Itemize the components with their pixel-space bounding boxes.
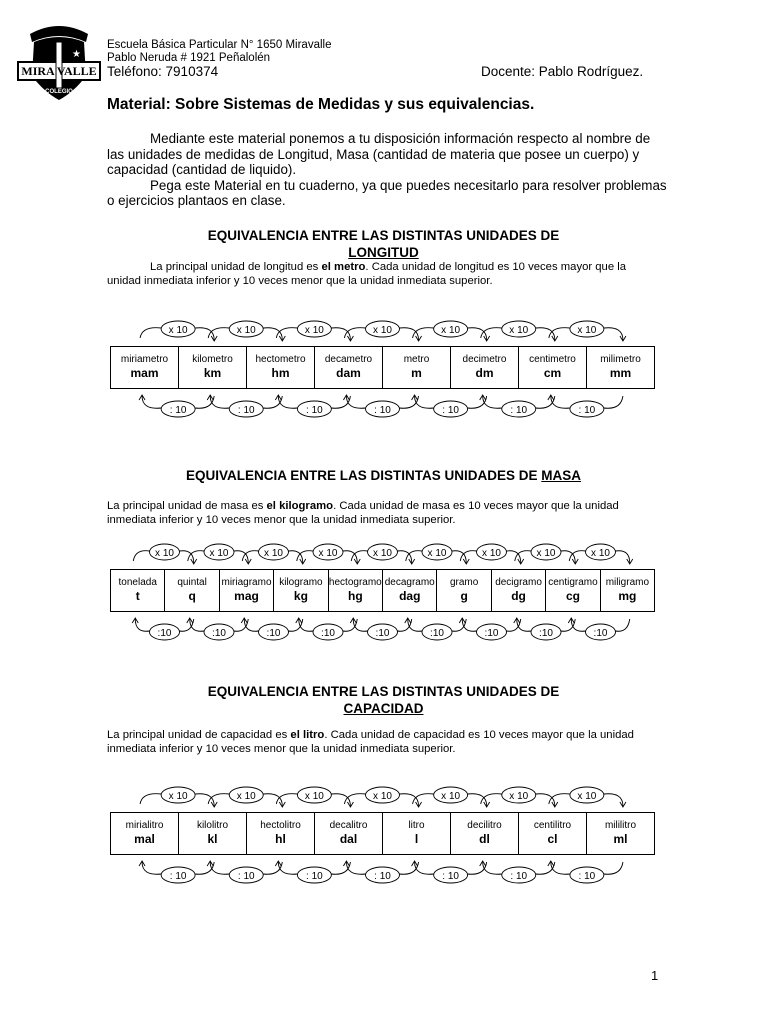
svg-text:COLEGIO: COLEGIO	[45, 89, 73, 95]
multiply-arrow	[140, 321, 217, 341]
unit-cell	[601, 570, 654, 611]
divide-label: : 10	[442, 405, 459, 416]
unit-name: decimetro	[462, 354, 507, 365]
unit-symbol: dm	[475, 366, 494, 380]
divide-label: : 10	[510, 405, 528, 416]
unit-cell	[165, 570, 219, 611]
unit-symbol: g	[460, 589, 468, 603]
divide-arrow	[241, 618, 303, 640]
divide-arrow	[139, 395, 214, 417]
multiply-label: x 10	[577, 791, 597, 802]
multiply-arrow	[549, 787, 626, 807]
section-text-longitud: La principal unidad de longitud es el metro. Cada unidad de longitud es 10 veces mayor que la unidad inmediata inferior y 10 veces menor que la unidad inmediata superior.	[107, 261, 627, 287]
unit-name: metro	[403, 354, 430, 365]
divide-label: :10	[593, 628, 608, 639]
divide-arrow	[514, 618, 576, 640]
unit-symbol: t	[135, 589, 140, 603]
divide-label: :10	[375, 628, 390, 639]
multiply-arrow	[351, 544, 415, 564]
multiply-label: x 10	[168, 325, 188, 336]
unit-cell	[329, 570, 383, 611]
diagram-masa	[104, 535, 664, 645]
units-table	[110, 812, 655, 855]
divide-arrow	[480, 861, 555, 883]
unit-symbol: kg	[293, 589, 308, 603]
unit-name: quintal	[177, 577, 207, 588]
multiply-arrow	[460, 544, 524, 564]
divide-arrow	[275, 861, 350, 883]
unit-cell	[587, 347, 654, 388]
unit-name: hectometro	[255, 354, 306, 365]
multiply-label: x 10	[536, 548, 556, 559]
unit-symbol: mag	[234, 589, 259, 603]
divide-label: :10	[430, 628, 444, 639]
unit-symbol: cm	[543, 366, 562, 380]
unit-cell	[179, 347, 247, 388]
multiply-arrow	[515, 544, 579, 564]
unit-cell	[247, 813, 315, 854]
unit-name: centimetro	[529, 354, 576, 365]
unit-symbol: hg	[347, 589, 363, 603]
unit-name: miriagramo	[221, 577, 272, 588]
divide-label: :10	[212, 628, 226, 639]
unit-symbol: cl	[547, 832, 558, 846]
multiply-label: x 10	[304, 325, 324, 336]
intro-paragraph-2: Pega este Material en tu cuaderno, ya que puedes necesitarlo para resolver problemas o ejercicios plantaos en clase.	[107, 177, 667, 208]
unit-cell	[437, 570, 491, 611]
unit-name: litro	[408, 820, 425, 831]
multiply-label: x 10	[209, 548, 229, 559]
multiply-label: x 10	[318, 548, 338, 559]
divide-label: : 10	[169, 405, 187, 416]
multiply-label: x 10	[577, 325, 597, 336]
unit-symbol: m	[411, 366, 422, 380]
divide-arrow	[548, 395, 623, 417]
unit-name: kilogramo	[279, 577, 323, 588]
unit-symbol: hm	[271, 366, 290, 380]
divide-arrow	[207, 861, 282, 883]
unit-symbol: dg	[511, 589, 526, 603]
unit-name: centilitro	[533, 820, 572, 831]
unit-symbol: cg	[565, 589, 580, 603]
multiply-arrow	[188, 544, 252, 564]
multiply-label: x 10	[509, 791, 529, 802]
multiply-label: x 10	[168, 791, 188, 802]
multiply-label: x 10	[482, 548, 501, 559]
multiply-arrow	[406, 544, 470, 564]
unit-name: milimetro	[600, 354, 641, 365]
multiply-arrow	[481, 787, 558, 807]
intro-paragraph-1: Mediante este material ponemos a tu disposición información respecto al nombre de las unidades de medidas de Longitud, Masa (cantidad de materia que posee un cuerpo) y capacidad (cantidad de liquido).	[107, 131, 651, 177]
multiply-arrow	[140, 787, 217, 807]
unit-symbol: kl	[207, 832, 218, 846]
multiply-arrow	[276, 321, 353, 341]
multiply-label: x 10	[373, 791, 392, 802]
unit-cell	[247, 347, 315, 388]
unit-name: miriametro	[120, 354, 169, 365]
school-logo	[14, 20, 104, 106]
divide-label: :10	[484, 628, 499, 639]
divide-label: : 10	[237, 405, 255, 416]
document-title: Material: Sobre Sistemas de Medidas y sus equivalencias.	[107, 96, 535, 113]
divide-label: : 10	[578, 871, 596, 882]
divide-arrow	[343, 861, 418, 883]
multiply-label: x 10	[304, 791, 324, 802]
divide-arrow	[139, 861, 214, 883]
unit-symbol: ml	[613, 832, 628, 846]
intro-text	[107, 131, 667, 209]
teacher-name: Docente: Pablo Rodríguez.	[481, 64, 644, 79]
units-table	[110, 346, 655, 389]
multiply-arrow	[344, 321, 421, 341]
unit-symbol: hl	[275, 832, 286, 846]
school-info	[107, 39, 331, 65]
unit-symbol: mam	[130, 366, 159, 380]
divide-label: : 10	[578, 405, 596, 416]
unit-symbol: q	[188, 589, 196, 603]
multiply-label: x 10	[591, 548, 610, 559]
section-heading-capacidad: EQUIVALENCIA ENTRE LAS DISTINTAS UNIDADES DE CAPACIDAD	[207, 684, 560, 716]
unit-symbol: dag	[399, 589, 421, 603]
unit-name: hectogramo	[328, 577, 382, 588]
unit-name: kilolitro	[196, 820, 229, 831]
unit-name: centigramo	[548, 577, 598, 588]
multiply-arrow	[208, 321, 285, 341]
logo-text: MIRA VALLE	[21, 64, 97, 78]
multiply-label: x 10	[264, 548, 283, 559]
multiply-label: x 10	[236, 325, 256, 336]
multiply-arrow	[413, 321, 490, 341]
unit-name: mirialitro	[125, 820, 164, 831]
divide-arrow	[459, 618, 521, 640]
divide-label: : 10	[374, 405, 391, 416]
multiply-arrow	[208, 787, 285, 807]
section-heading-masa: EQUIVALENCIA ENTRE LAS DISTINTAS UNIDADES DE MASA	[185, 468, 582, 483]
unit-cell	[315, 347, 383, 388]
unit-name: decigramo	[495, 577, 542, 588]
divide-label: :10	[157, 628, 172, 639]
unit-cell	[383, 813, 451, 854]
divide-label: :10	[539, 628, 553, 639]
unit-name: miligramo	[605, 577, 650, 588]
multiply-label: x 10	[441, 325, 461, 336]
divide-arrow	[350, 618, 412, 640]
divide-label: : 10	[169, 871, 187, 882]
divide-label: : 10	[237, 871, 255, 882]
divide-label: : 10	[510, 871, 528, 882]
multiply-arrow	[413, 787, 490, 807]
divide-label: :10	[321, 628, 335, 639]
school-phone: Teléfono: 7910374	[107, 64, 219, 79]
unit-cell	[587, 813, 654, 854]
unit-cell	[111, 347, 179, 388]
section-text-capacidad: La principal unidad de capacidad es el litro. Cada unidad de capacidad es 10 veces mayor que la unidad inmediata inferior y 10 veces menor que la unidad inmediata superior.	[107, 729, 634, 755]
divide-label: :10	[266, 628, 281, 639]
divide-arrow	[548, 861, 623, 883]
unit-cell	[315, 813, 383, 854]
divide-label: : 10	[374, 871, 391, 882]
unit-symbol: km	[203, 366, 222, 380]
diagram-capacidad	[104, 778, 664, 888]
multiply-label: x 10	[155, 548, 174, 559]
school-name: Escuela Básica Particular N° 1650 Miravalle	[107, 39, 332, 51]
unit-cell	[274, 570, 328, 611]
multiply-label: x 10	[236, 791, 256, 802]
unit-cell	[179, 813, 247, 854]
multiply-arrow	[276, 787, 353, 807]
multiply-arrow	[549, 321, 626, 341]
unit-symbol: l	[414, 832, 419, 846]
multiply-label: x 10	[427, 548, 447, 559]
unit-cell	[546, 570, 600, 611]
section-heading-longitud: EQUIVALENCIA ENTRE LAS DISTINTAS UNIDADES DE LONGITUD	[207, 228, 560, 260]
multiply-label: x 10	[441, 791, 461, 802]
unit-name: decagramo	[384, 577, 435, 588]
units-table	[110, 569, 655, 612]
divide-label: : 10	[306, 871, 323, 882]
unit-cell	[220, 570, 274, 611]
divide-label: : 10	[442, 871, 459, 882]
unit-name: decalitro	[329, 820, 368, 831]
unit-cell	[519, 813, 587, 854]
unit-symbol: mm	[609, 366, 632, 380]
divide-arrow	[568, 618, 630, 640]
unit-symbol: dam	[336, 366, 361, 380]
unit-cell	[451, 813, 519, 854]
divide-arrow	[296, 618, 358, 640]
unit-symbol: mal	[134, 832, 155, 846]
school-address: Pablo Neruda # 1921 Peñalolén	[107, 52, 271, 64]
unit-name: decilitro	[467, 820, 502, 831]
multiply-arrow	[481, 321, 558, 341]
section-text-masa: La principal unidad de masa es el kilogramo. Cada unidad de masa es 10 veces mayor que la unidad inmediata inferior y 10 veces menor que la unidad inmediata superior.	[107, 500, 619, 526]
divide-arrow	[207, 395, 282, 417]
multiply-arrow	[242, 544, 306, 564]
unit-cell	[383, 570, 437, 611]
diagram-longitud	[104, 312, 664, 422]
multiply-label: x 10	[373, 548, 392, 559]
divide-arrow	[343, 395, 418, 417]
unit-cell	[519, 347, 587, 388]
divide-arrow	[480, 395, 555, 417]
unit-name: kilometro	[192, 354, 233, 365]
multiply-label: x 10	[509, 325, 529, 336]
unit-name: tonelada	[118, 577, 157, 588]
school-crest-icon	[14, 20, 104, 106]
divide-arrow	[412, 395, 487, 417]
multiply-arrow	[297, 544, 361, 564]
multiply-arrow	[344, 787, 421, 807]
multiply-arrow	[569, 544, 633, 564]
unit-name: gramo	[449, 577, 479, 588]
divide-arrow	[132, 618, 194, 640]
divide-label: : 10	[306, 405, 323, 416]
unit-symbol: dl	[479, 832, 490, 846]
unit-symbol: mg	[618, 589, 637, 603]
unit-cell	[383, 347, 451, 388]
unit-cell	[111, 813, 179, 854]
svg-text:★: ★	[72, 49, 81, 60]
unit-cell	[111, 570, 165, 611]
unit-name: mililitro	[604, 820, 637, 831]
page-number: 1	[651, 968, 659, 983]
divide-arrow	[187, 618, 249, 640]
divide-arrow	[405, 618, 467, 640]
divide-arrow	[412, 861, 487, 883]
unit-name: decametro	[324, 354, 373, 365]
unit-symbol: dal	[339, 832, 358, 846]
multiply-label: x 10	[373, 325, 392, 336]
unit-cell	[451, 347, 519, 388]
multiply-arrow	[133, 544, 197, 564]
unit-name: hectolitro	[260, 820, 301, 831]
unit-cell	[492, 570, 546, 611]
divide-arrow	[275, 395, 350, 417]
